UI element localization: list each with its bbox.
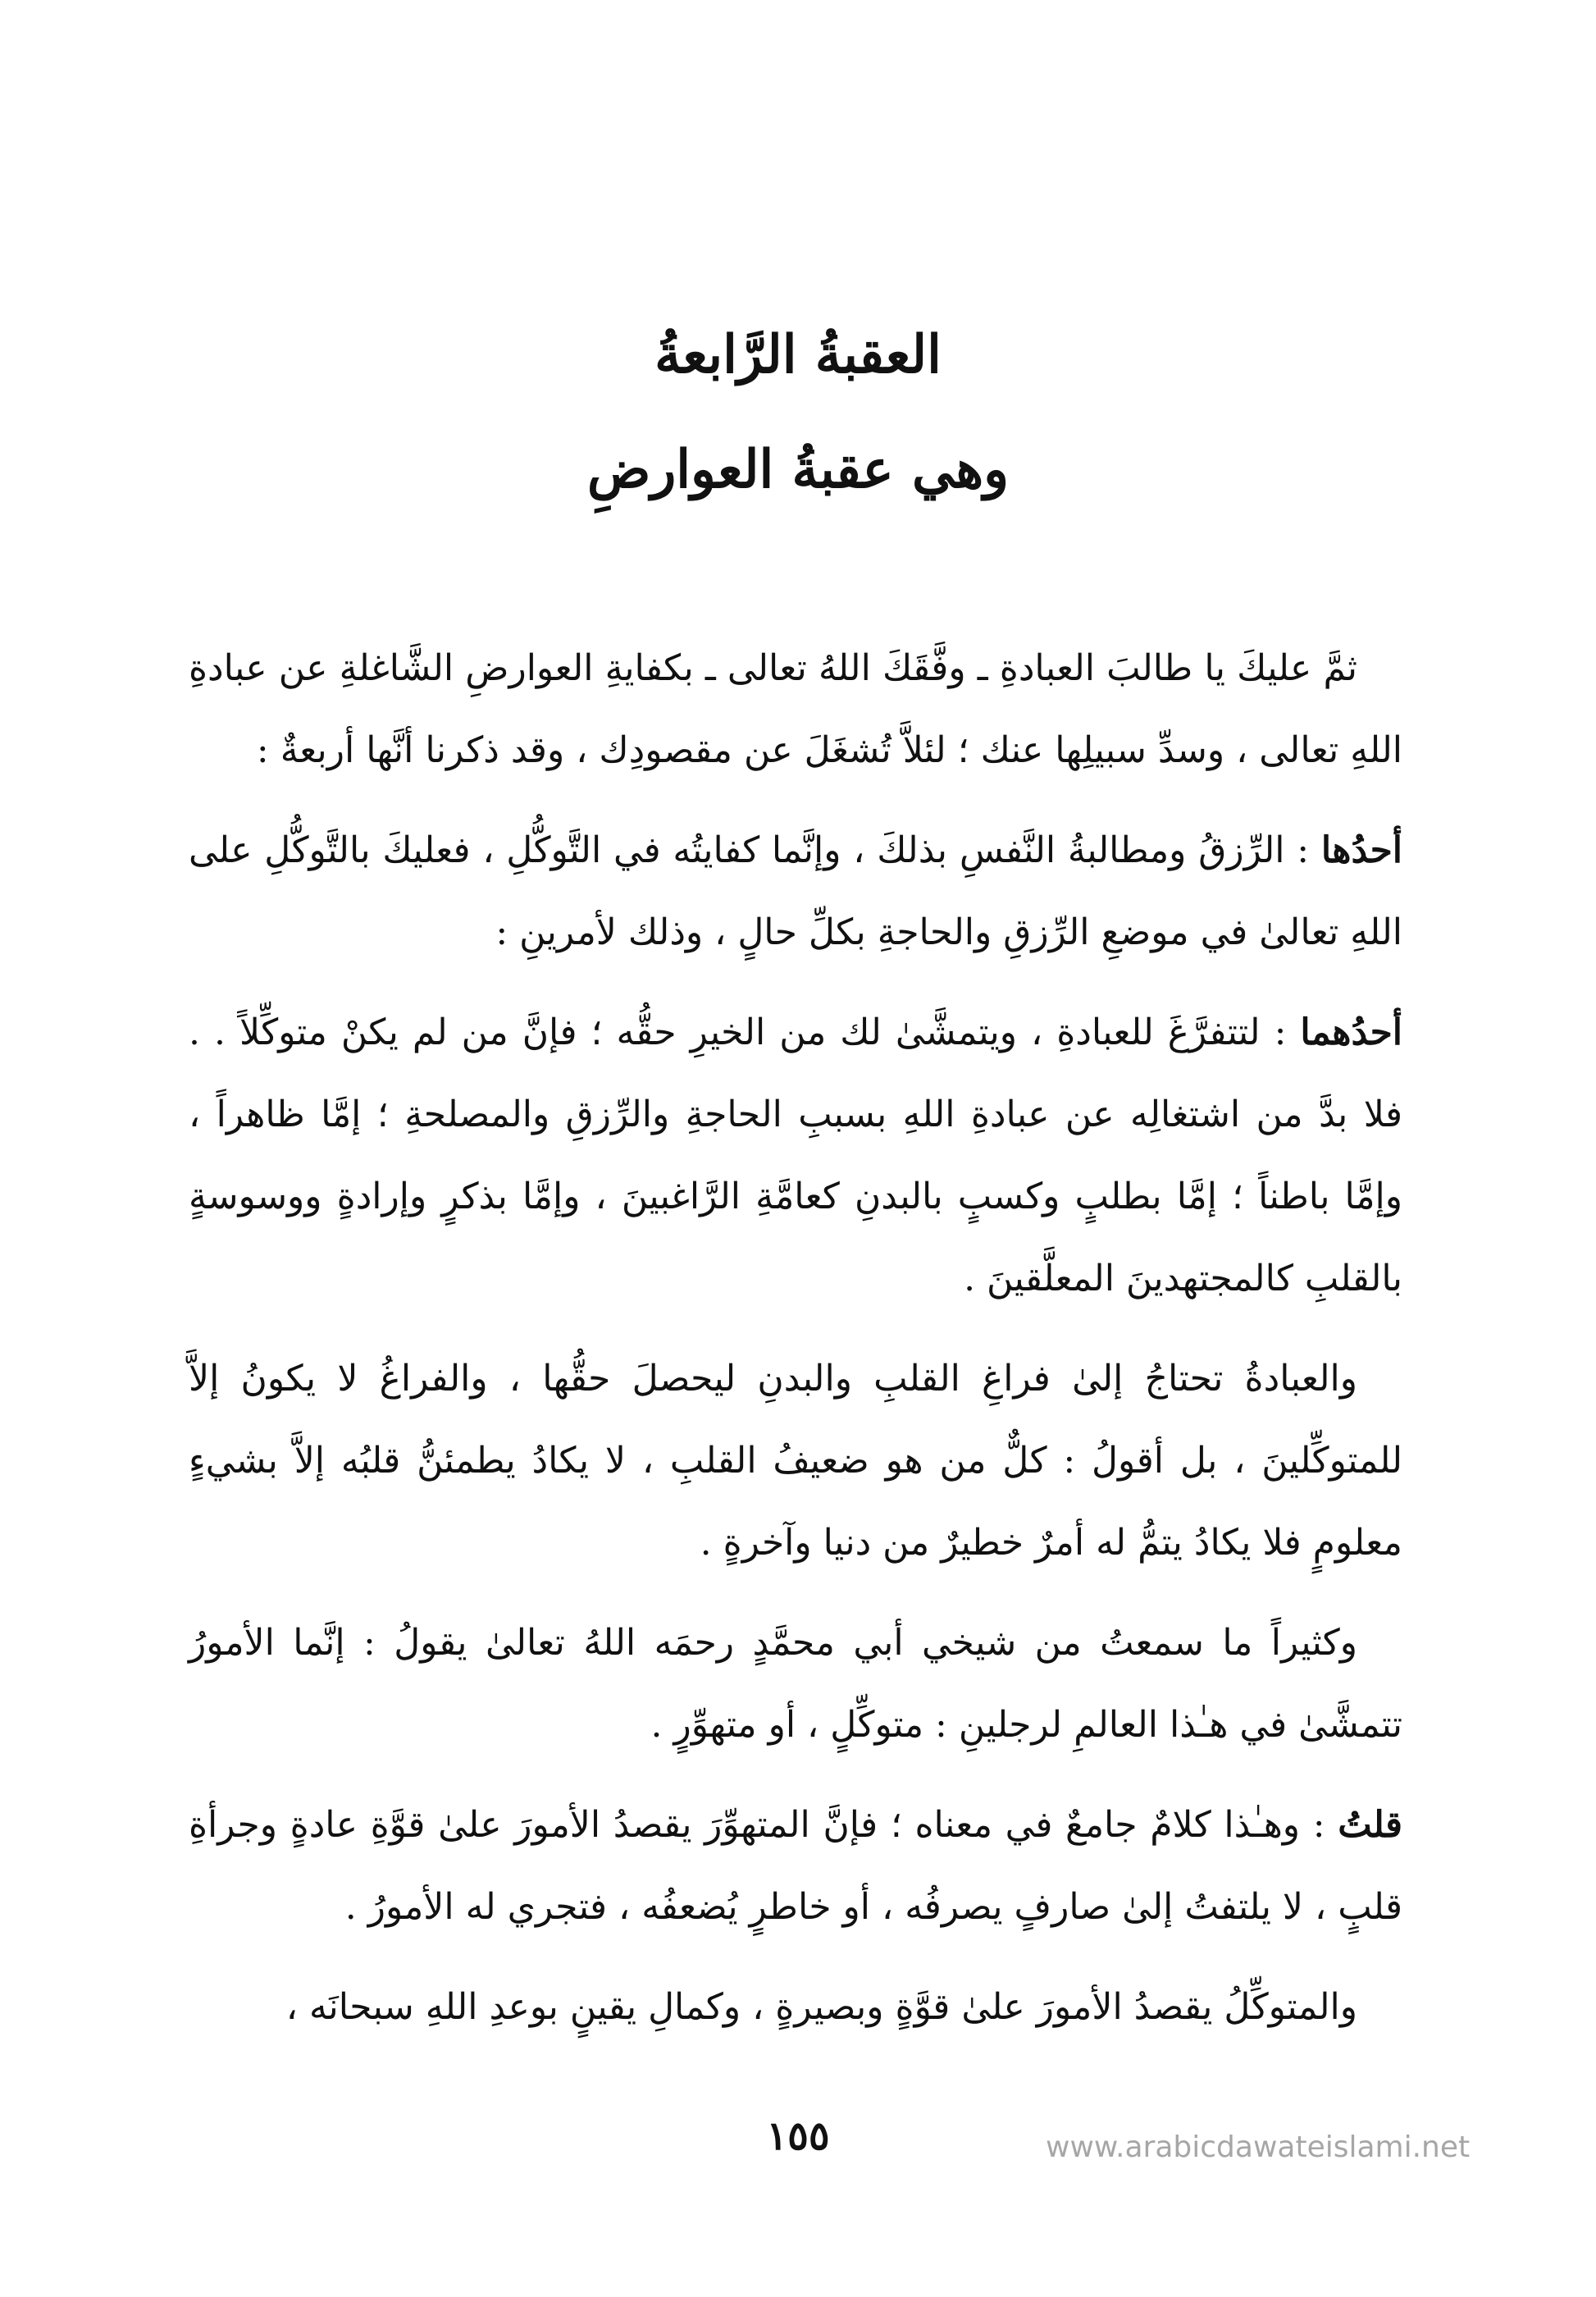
paragraph-lead: أحدُهما: [1300, 1012, 1402, 1053]
page-number: ١٥٥: [766, 2113, 830, 2159]
paragraph: [189, 992, 1402, 1320]
paragraph-lead: قلتُ: [1338, 1804, 1402, 1846]
paragraph: [189, 628, 1402, 792]
paragraph-lead: أحدُها: [1320, 829, 1402, 871]
paragraph-text: : الرِّزقُ ومطالبةُ النَّفسِ بذلكَ ، وإنَّما كفايتُه في التَّوكُّلِ ، فعليكَ بالتَّوكُّلِ على اللهِ تعالىٰ في موضعِ الرِّزقِ والحاجةِ بكلِّ حالٍ ، وذلك لأمرينِ :: [189, 829, 1402, 953]
watermark-url: www.arabicdawateislami.net: [1046, 2130, 1471, 2164]
chapter-subtitle: وهي عقبةُ العوارضِ: [586, 439, 1010, 500]
paragraph: [189, 1966, 1402, 2048]
paragraph-text: ثمَّ عليكَ يا طالبَ العبادةِ ـ وفَّقَكَ اللهُ تعالى ـ بكفايةِ العوارضِ الشَّاغلةِ عن عبادةِ اللهِ تعالى ، وسدِّ سبيلِها عنك ؛ لئلاَّ تُشغَلَ عن مقصودِك ، وقد ذكرنا أنَّها أربعةٌ :: [189, 647, 1402, 771]
paragraph: [189, 1338, 1402, 1584]
paragraph: [189, 1784, 1402, 1948]
body-text: [189, 628, 1402, 2066]
paragraph: [189, 1602, 1402, 1766]
paragraph-text: والمتوكِّلُ يقصدُ الأمورَ علىٰ قوَّةٍ وبصيرةٍ ، وكمالِ يقينٍ بوعدِ اللهِ سبحانَه ،: [285, 1986, 1357, 2028]
paragraph-text: : لتتفرَّغَ للعبادةِ ، ويتمشَّىٰ لك من الخيرِ حقُّه ؛ فإنَّ من لم يكنْ متوكِّلاً . . فلا بدَّ من اشتغالِه عن عبادةِ اللهِ بسببِ الحاجةِ والرِّزقِ والمصلحةِ ؛ إمَّا ظاهراً ، وإمَّا باطناً ؛ إمَّا بطلبٍ وكسبٍ بالبدنِ كعامَّةِ الرَّاغبينَ ، وإمَّا بذكرٍ وإرادةٍ ووسوسةٍ بالقلبِ كالمجتهدينَ المعلَّقينَ .: [189, 1012, 1402, 1299]
paragraph: [189, 810, 1402, 974]
chapter-title: العقبةُ الرَّابعةُ: [654, 324, 942, 386]
paragraph-text: : وهـٰذا كلامٌ جامعٌ في معناه ؛ فإنَّ المتهوِّرَ يقصدُ الأمورَ علىٰ قوَّةِ عادةٍ وجرأةِ قلبٍ ، لا يلتفتُ إلىٰ صارفٍ يصرفُه ، أو خاطرٍ يُضعفُه ، فتجري له الأمورُ .: [189, 1804, 1402, 1928]
paragraph-text: والعبادةُ تحتاجُ إلىٰ فراغِ القلبِ والبدنِ ليحصلَ حقُّها ، والفراغُ لا يكونُ إلاَّ للمتوكِّلينَ ، بل أقولُ : كلٌّ من هو ضعيفُ القلبِ ، لا يكادُ يطمئنُّ قلبُه إلاَّ بشيءٍ معلومٍ فلا يكادُ يتمُّ له أمرٌ خطيرٌ من دنيا وآخرةٍ .: [189, 1358, 1402, 1564]
paragraph-text: وكثيراً ما سمعتُ من شيخي أبي محمَّدٍ رحمَه اللهُ تعالىٰ يقولُ : إنَّما الأمورُ تتمشَّىٰ في هـٰذا العالمِ لرجلينِ : متوكِّلٍ ، أو متهوِّرٍ .: [189, 1622, 1402, 1746]
